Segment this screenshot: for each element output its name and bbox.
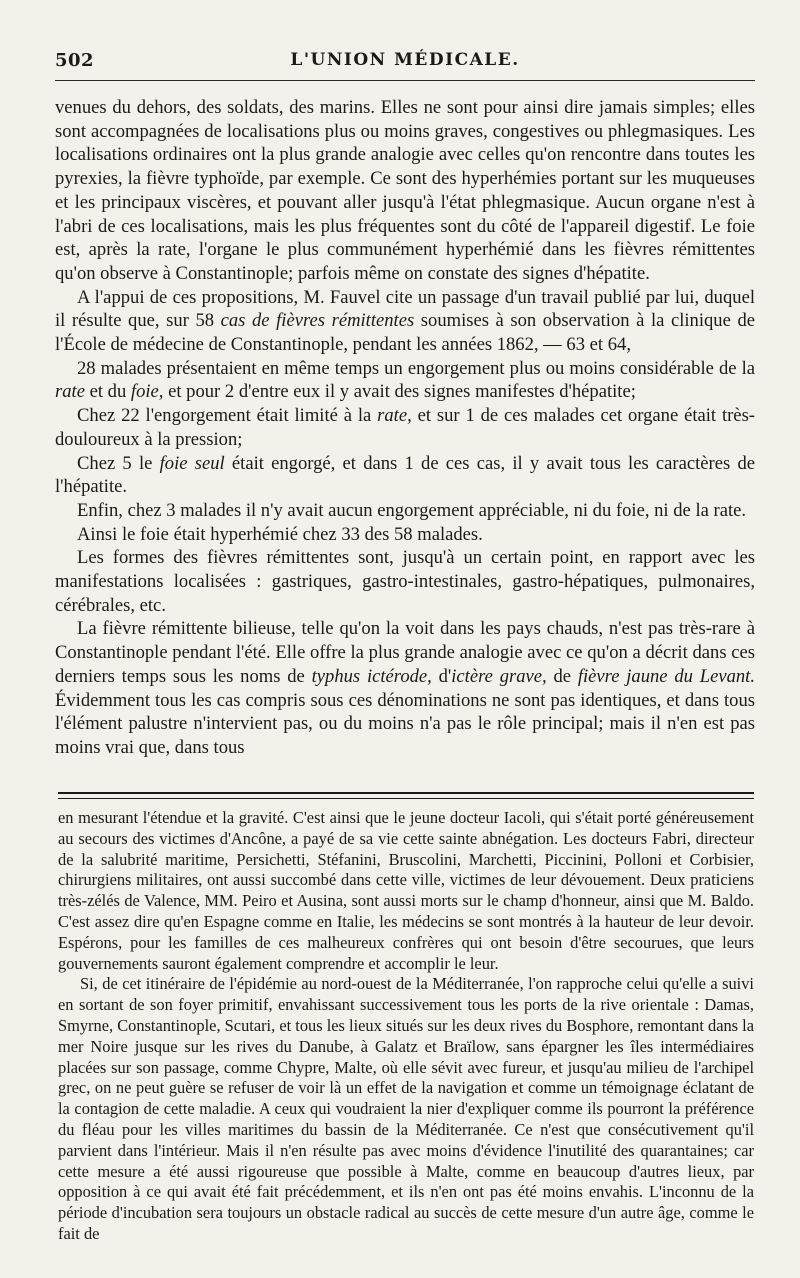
paragraph: Chez 22 l'engorgement était limité à la rate, et sur 1 de ces malades cet organe était très-douloureux à la pression; bbox=[55, 405, 755, 450]
footnote-text bbox=[58, 808, 754, 1245]
paragraph: Enfin, chez 3 malades il n'y avait aucun engorgement appréciable, ni du foie, ni de la rate. bbox=[77, 499, 747, 521]
paragraph: Les formes des fièvres rémittentes sont, jusqu'à un certain point, en rapport avec les manifestations localisées : gastriques, gastro-intestinales, gastro-hépatiques, pulmonaires, cérébrales, etc. bbox=[55, 547, 755, 616]
paragraph: 28 malades présentaient en même temps un engorgement plus ou moins considérable de la rate et du foie, et pour 2 d'entre eux il y avait des signes manifestes d'hépatite; bbox=[55, 357, 755, 403]
footnote-separator bbox=[58, 792, 754, 799]
footnote-paragraph: en mesurant l'étendue et la gravité. C'est ainsi que le jeune docteur Iacoli, qui s'était porté généreusement au secours des victimes d'Ancône, a payé de sa vie cette sainte abnégation. Les docteurs Fabri, directeur de la salubrité maritime, Persichetti, Stéfanini, Bruscolini, Marchetti, Piccinini, Polloni et Corbisier, chirurgiens militaires, ont aussi succombé dans cette ville, victimes de leur dévouement. Deux praticiens très-zélés de Valence, MM. Peiro et Ausina, sont aussi morts sur le champ d'honneur, ainsi que M. Baldo. C'est assez dire qu'en Espagne comme en Italie, les médecins se sont montrés à la hauteur de leur devoir. Espérons, pour les familles de ces malheureux confrères qui ont besoin d'être secourues, que leurs gouvernements sauront également comprendre et accomplir le leur. bbox=[58, 808, 754, 973]
paragraph: A l'appui de ces propositions, M. Fauvel cite un passage d'un travail publié par lui, duquel il résulte que, sur 58 cas de fièvres rémittentes soumises à son observation à la clinique de l'École de médecine de Constantinople, pendant les années 1862, — 63 et 64, bbox=[55, 286, 755, 356]
paragraph: Ainsi le foie était hyperhémié chez 33 des 58 malades. bbox=[77, 523, 483, 545]
journal-title: L'UNION MÉDICALE. bbox=[290, 50, 520, 70]
page-number: 502 bbox=[55, 50, 95, 71]
paragraph: venues du dehors, des soldats, des marins. Elles ne sont pour ainsi dire jamais simples; elles sont accompagnées de localisations plus ou moins graves, congestives ou phlegmasiques. Les localisations ordinaires ont la plus grande analogie avec celles qu'on rencontre dans toutes les pyrexies, la fièvre typhoïde, par exemple. Ce sont des hyperhémies portant sur les muqueuses et les principaux viscères, et pouvant aller jusqu'à l'état phlegmasique. Aucun organe n'est à l'abri de ces localisations, mais les plus fréquentes sont du côté de l'appareil digestif. Le foie est, après la rate, l'organe le plus communément hyperhémié dans les fièvres rémittentes qu'on observe à Constantinople; parfois même on constate des signes d'hépatite. bbox=[55, 97, 755, 284]
header-rule bbox=[55, 80, 755, 81]
paragraph: La fièvre rémittente bilieuse, telle qu'on la voit dans les pays chauds, n'est pas très-rare à Constantinople pendant l'été. Elle offre la plus grande analogie avec ce qu'on a décrit dans ces derniers temps sous les noms de typhus ictérode, d'ictère grave, de fièvre jaune du Levant. Évidemment tous les cas compris sous ces dénominations ne sont pas identiques, et dans tous l'élément palustre n'intervient pas, ou du moins n'a pas le rôle principal; mais il n'en est pas moins vrai que, dans tous bbox=[55, 618, 755, 758]
footnote-paragraph: Si, de cet itinéraire de l'épidémie au nord-ouest de la Méditerranée, l'on rapproche celui qu'elle a suivi en sortant de son foyer primitif, envahissant successivement tous les ports de la rive orientale : Damas, Smyrne, Constantinople, Scutari, et tous les lieux situés sur les deux rives du Bosphore, remontant dans la mer Noire jusque sur les rives du Danube, à Galatz et Braïlow, sans épargner les îles intermédiaires placées sur son passage, comme Chypre, Malte, où elle sévit avec fureur, et jusqu'au milieu de l'archipel grec, on ne peut guère se refuser de voir là un effet de la navigation et comme un témoignage éclatant de la contagion de cette maladie. A ceux qui voudraient la nier d'expliquer comme ils pourront la préférence du fléau pour les villes maritimes du bassin de la Méditerranée. Ce n'est que consécutivement qu'il parvient dans l'intérieur. Mais il n'en résulte pas avec moins d'évidence l'inutilité des quarantaines; car cette mesure a été aussi rigoureuse que possible à Malte, comme en beaucoup d'autres lieux, par opposition à ce qui avait été fait précédemment, et ils n'en ont pas été moins envahis. L'inconnu de la période d'incubation sera toujours un obstacle radical au succès de cette mesure d'un autre âge, comme le fait de bbox=[58, 974, 754, 1243]
paragraph: Chez 5 le foie seul était engorgé, et dans 1 de ces cas, il y avait tous les caractères de l'hépatite. bbox=[55, 452, 755, 498]
running-header bbox=[55, 48, 755, 78]
main-text bbox=[55, 96, 755, 760]
